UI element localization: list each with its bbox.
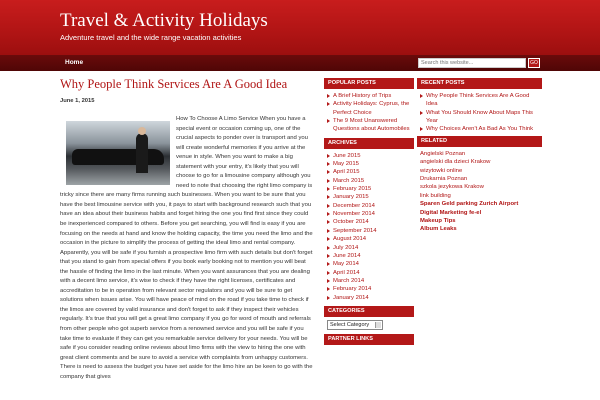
post-body <box>60 115 315 382</box>
recent-posts-title: RECENT POSTS <box>417 78 542 89</box>
archive-link[interactable]: January 2014 <box>324 294 414 302</box>
archive-link[interactable]: March 2015 <box>324 177 414 185</box>
popular-post-link[interactable]: Activity Holidays: Cyprus, the Perfect Choice <box>324 100 414 117</box>
archive-link[interactable]: July 2014 <box>324 244 414 252</box>
archive-link[interactable]: February 2015 <box>324 185 414 193</box>
related-link[interactable]: Digital Marketing fe-el <box>420 209 482 216</box>
chauffeur-shape <box>136 133 148 173</box>
archive-link[interactable]: November 2014 <box>324 210 414 218</box>
limousine-image <box>66 121 170 185</box>
post-title[interactable]: Why People Think Services Are A Good Idea <box>60 77 288 91</box>
archive-link[interactable]: February 2014 <box>324 285 414 293</box>
site-tagline: Adventure travel and the wide range vacation activities <box>60 33 242 42</box>
recent-post-link[interactable]: Why Choices Aren't As Bad As You Think <box>417 125 542 133</box>
archive-link[interactable]: June 2015 <box>324 152 414 160</box>
archive-link[interactable]: December 2014 <box>324 202 414 210</box>
post-body-text: How To Choose A Limo Service When you have a special event or occasion coming up, one of the crucial aspects to ponder over is transport and you will create wonderful memories if you arrive at the venue in style. When you want to make a big statement with your entry, it's likely that you will choose to go for a limousine company although you need to note that choosing the right limo company is tricky since there are many firms running such businesses. When you want to be sure that you have the best limousine service with you, it pays to start with background research such that you have an idea about their business habits and forget hiring the one you find first since they could be inexperienced compared to others. Before you get searching, you will find is easy if you are focusing on the needs at hand and know the holding capacity, the time you need the limo and the occasion in the picture to simplify the process of getting the ideal limo and rental company. Apparently, you will be safe if you furnish a prospective limo firm with such details but don't forget that you stand to gain from special offers if you book early booking not to mention you will beat the hassle of finding the limo in the last minute. When you want assurances that you are dealing with a decent limo service, it's wise to check if they have the right licenses, certificates and accreditation to be in operation from relevant sector regulators and you will be sure to get solutions when issues arise. You will have peace of mind on the road if you take time to check if the limos are covered by valid insurance and don't forget to ask if they inspect their vehicles regularly. It's true that you will get a great limo company if you go for word of mouth and referrals from other people who got superb service from a renowned service and you will be safe if you take time to evaluate if they can get you remarkable service delivery for your needs. You will be safe if you consider reading online reviews about limo firms with the view to hiring the one with great client comments and be sure to avoid a service with complaints from unhappy customers. There is need to assess the budget you have set aside for the limo hire an be keen to go with the company that gives <box>60 116 313 380</box>
related-link[interactable]: Drukarnia Poznan <box>420 175 468 182</box>
related-title: RELATED <box>417 136 542 147</box>
partner-links-title: PARTNER LINKS <box>324 334 414 345</box>
archive-link[interactable]: May 2014 <box>324 260 414 268</box>
related-link[interactable]: Sparen Geld parking Zurich Airport <box>420 201 519 208</box>
recent-post-link[interactable]: What You Should Know About Maps This Year <box>417 109 542 126</box>
archive-link[interactable]: April 2015 <box>324 168 414 176</box>
related-link[interactable]: Makeup Tips <box>420 217 456 224</box>
chevron-down-icon <box>375 322 381 328</box>
recent-post-link[interactable]: Why People Think Services Are A Good Idea <box>417 92 542 109</box>
search-button[interactable]: GO <box>528 58 540 68</box>
site-title[interactable]: Travel & Activity Holidays <box>60 10 268 31</box>
archive-link[interactable]: August 2014 <box>324 235 414 243</box>
archive-link[interactable]: May 2015 <box>324 160 414 168</box>
archive-link[interactable]: October 2014 <box>324 218 414 226</box>
archive-link[interactable]: March 2014 <box>324 277 414 285</box>
related-link[interactable]: Angielski Poznan <box>420 150 466 157</box>
archive-link[interactable]: September 2014 <box>324 227 414 235</box>
sidebar-left <box>324 78 414 348</box>
related-link[interactable]: link building <box>420 192 451 199</box>
archives-title: ARCHIVES <box>324 138 414 149</box>
popular-post-link[interactable]: A Brief History of Trips <box>324 92 414 100</box>
sidebar-right <box>417 78 542 234</box>
category-select[interactable] <box>327 320 383 330</box>
archive-link[interactable]: January 2015 <box>324 193 414 201</box>
related-link[interactable]: Album Leaks <box>420 226 457 233</box>
search-input[interactable] <box>418 58 526 68</box>
related-link[interactable]: wizytowki online <box>420 167 463 174</box>
nav-home-link[interactable]: Home <box>65 59 84 66</box>
archive-link[interactable]: June 2014 <box>324 252 414 260</box>
related-link[interactable]: szkola jezykowa Krakow <box>420 184 484 191</box>
limo-car-shape <box>72 149 164 165</box>
related-link[interactable]: angielski dla dzieci Krakow <box>420 159 491 166</box>
main-content <box>60 76 315 382</box>
archive-link[interactable]: April 2014 <box>324 269 414 277</box>
post-date: June 1, 2015 <box>60 98 95 104</box>
chauffeur-head-shape <box>138 127 146 135</box>
category-select-value: Select Category <box>330 321 370 328</box>
popular-post-link[interactable]: The 9 Most Unanswered Questions about Automobiles <box>324 117 414 134</box>
categories-title: CATEGORIES <box>324 306 414 317</box>
popular-posts-title: POPULAR POSTS <box>324 78 414 89</box>
site-header <box>0 0 600 55</box>
